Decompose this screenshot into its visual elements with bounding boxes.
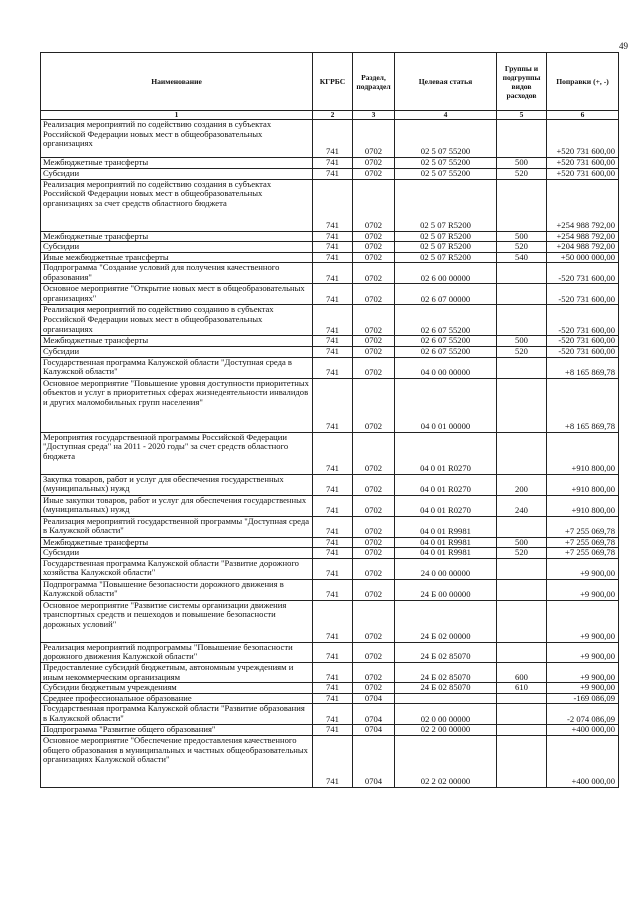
table-body	[41, 120, 619, 788]
row-group: 520	[497, 548, 547, 559]
row-kgrbs: 741	[313, 516, 353, 537]
row-target: 02 5 07 55200	[395, 120, 497, 158]
row-amount: +910 800,00	[547, 495, 619, 516]
row-group: 520	[497, 346, 547, 357]
row-target: 02 2 00 00000	[395, 725, 497, 736]
row-amount: +910 800,00	[547, 474, 619, 495]
row-section: 0702	[353, 179, 395, 231]
row-amount: +9 900,00	[547, 642, 619, 662]
row-name: Межбюджетные трансферты	[41, 158, 313, 169]
table-row	[41, 642, 619, 662]
row-group: 500	[497, 537, 547, 548]
row-group	[497, 558, 547, 579]
row-target: 02 5 07 55200	[395, 168, 497, 179]
table-row	[41, 516, 619, 537]
table-row	[41, 252, 619, 263]
row-amount: +9 900,00	[547, 683, 619, 694]
row-target: 24 0 00 00000	[395, 558, 497, 579]
row-kgrbs: 741	[313, 474, 353, 495]
table-row	[41, 231, 619, 242]
row-name: Подпрограмма "Создание условий для получения качественного образования"	[41, 263, 313, 284]
table-row	[41, 168, 619, 179]
row-section: 0702	[353, 516, 395, 537]
row-group	[497, 263, 547, 284]
row-target	[395, 693, 497, 704]
header-amendments: Поправки (+, -)	[547, 53, 619, 111]
row-name: Реализация мероприятий по содействию создания в субъектах Российской Федерации новых мест в общеобразовательных организациях за счет средств областного бюджета	[41, 179, 313, 231]
row-target: 02 6 07 55200	[395, 336, 497, 347]
row-kgrbs: 741	[313, 683, 353, 694]
row-section: 0704	[353, 704, 395, 725]
row-name: Межбюджетные трансферты	[41, 537, 313, 548]
row-group: 520	[497, 242, 547, 253]
row-group	[497, 725, 547, 736]
row-group	[497, 516, 547, 537]
row-amount: +9 900,00	[547, 558, 619, 579]
row-group	[497, 284, 547, 305]
row-section: 0702	[353, 357, 395, 378]
row-group	[497, 693, 547, 704]
table-row	[41, 284, 619, 305]
row-kgrbs: 741	[313, 537, 353, 548]
header-section: Раздел, подраздел	[353, 53, 395, 111]
row-group	[497, 735, 547, 787]
row-group: 600	[497, 662, 547, 682]
table-row	[41, 735, 619, 787]
header-target: Целевая статья	[395, 53, 497, 111]
row-name: Государственная программа Калужской области "Развитие образования в Калужской области"	[41, 704, 313, 725]
row-name: Основное мероприятие "Повышение уровня доступности приоритетных объектов и услуг в приоритетных сферах жизнедеятельности инвалидов и других маломобильных групп населения"	[41, 378, 313, 432]
row-kgrbs: 741	[313, 704, 353, 725]
row-name: Реализация мероприятий по содействию созданию в субъектах Российской Федерации новых мест в общеобразовательных организациях	[41, 305, 313, 336]
row-section: 0704	[353, 693, 395, 704]
row-name: Субсидии	[41, 548, 313, 559]
row-name: Основное мероприятие "Открытие новых мест в общеобразовательных организациях"	[41, 284, 313, 305]
row-amount: +7 255 069,78	[547, 548, 619, 559]
row-name: Реализация мероприятий подпрограммы "Повышение безопасности дорожного движения Калужской области"	[41, 642, 313, 662]
row-amount: -520 731 600,00	[547, 305, 619, 336]
column-number: 2	[313, 111, 353, 120]
row-amount: +8 165 869,78	[547, 357, 619, 378]
row-kgrbs: 741	[313, 548, 353, 559]
table-row	[41, 357, 619, 378]
row-kgrbs: 741	[313, 495, 353, 516]
row-target: 02 6 07 55200	[395, 305, 497, 336]
table-row	[41, 683, 619, 694]
row-target: 24 Б 02 85070	[395, 642, 497, 662]
row-name: Реализация мероприятий по содействию создания в субъектах Российской Федерации новых мест в общеобразовательных организациях	[41, 120, 313, 158]
table-row	[41, 378, 619, 432]
table-row	[41, 305, 619, 336]
row-name: Основное мероприятие "Развитие системы организации движения транспортных средств и пешеходов и повышение безопасности дорожных условий"	[41, 600, 313, 642]
row-name: Межбюджетные трансферты	[41, 231, 313, 242]
row-amount: +7 255 069,78	[547, 516, 619, 537]
row-target: 24 Б 02 85070	[395, 683, 497, 694]
row-amount: +50 000 000,00	[547, 252, 619, 263]
row-target: 02 5 07 R5200	[395, 179, 497, 231]
row-group: 240	[497, 495, 547, 516]
row-target: 02 5 07 R5200	[395, 252, 497, 263]
row-kgrbs: 741	[313, 242, 353, 253]
row-group	[497, 305, 547, 336]
budget-amendments-table	[40, 52, 619, 788]
table-row	[41, 704, 619, 725]
row-name: Подпрограмма "Развитие общего образования"	[41, 725, 313, 736]
row-target: 04 0 01 R9981	[395, 516, 497, 537]
row-target: 04 0 01 R0270	[395, 432, 497, 474]
table-row	[41, 474, 619, 495]
table-row	[41, 179, 619, 231]
row-group: 500	[497, 231, 547, 242]
row-section: 0702	[353, 284, 395, 305]
row-group: 520	[497, 168, 547, 179]
row-amount: +520 731 600,00	[547, 120, 619, 158]
row-section: 0702	[353, 495, 395, 516]
row-group	[497, 642, 547, 662]
row-section: 0702	[353, 305, 395, 336]
row-section: 0704	[353, 735, 395, 787]
row-target: 04 0 01 R9981	[395, 537, 497, 548]
row-group	[497, 357, 547, 378]
row-target: 02 6 07 55200	[395, 346, 497, 357]
row-target: 02 6 00 00000	[395, 263, 497, 284]
row-amount: -520 731 600,00	[547, 336, 619, 347]
row-target: 04 0 01 R9981	[395, 548, 497, 559]
row-group	[497, 704, 547, 725]
row-amount: +9 900,00	[547, 662, 619, 682]
row-kgrbs: 741	[313, 735, 353, 787]
header-row	[41, 53, 619, 111]
row-name: Государственная программа Калужской области "Развитие дорожного хозяйства Калужской области"	[41, 558, 313, 579]
column-number: 4	[395, 111, 497, 120]
row-group: 200	[497, 474, 547, 495]
row-name: Закупка товаров, работ и услуг для обеспечения государственных (муниципальных) нужд	[41, 474, 313, 495]
row-kgrbs: 741	[313, 336, 353, 347]
row-amount: +9 900,00	[547, 579, 619, 600]
row-name: Среднее профессиональное образование	[41, 693, 313, 704]
row-amount: -169 086,09	[547, 693, 619, 704]
row-section: 0702	[353, 336, 395, 347]
row-target: 02 5 07 55200	[395, 158, 497, 169]
row-section: 0702	[353, 662, 395, 682]
row-kgrbs: 741	[313, 231, 353, 242]
row-amount: -2 074 086,09	[547, 704, 619, 725]
row-section: 0702	[353, 346, 395, 357]
row-section: 0702	[353, 474, 395, 495]
row-group: 610	[497, 683, 547, 694]
row-target: 24 Б 02 00000	[395, 600, 497, 642]
row-section: 0702	[353, 548, 395, 559]
row-amount: +204 988 792,00	[547, 242, 619, 253]
row-kgrbs: 741	[313, 693, 353, 704]
row-name: Государственная программа Калужской области "Доступная среда в Калужской области"	[41, 357, 313, 378]
row-amount: +254 988 792,00	[547, 231, 619, 242]
row-amount: -520 731 600,00	[547, 263, 619, 284]
row-amount: +520 731 600,00	[547, 158, 619, 169]
row-amount: -520 731 600,00	[547, 284, 619, 305]
header-kgrbs: КГРБС	[313, 53, 353, 111]
row-kgrbs: 741	[313, 357, 353, 378]
page-number: 49	[619, 41, 628, 51]
row-kgrbs: 741	[313, 120, 353, 158]
row-name: Мероприятия государственной программы Российской Федерации "Доступная среда" на 2011 - 2020 годы" за счет средств областного бюджета	[41, 432, 313, 474]
table-row	[41, 242, 619, 253]
row-name: Субсидии бюджетным учреждениям	[41, 683, 313, 694]
row-name: Подпрограмма "Повышение безопасности дорожного движения в Калужской области"	[41, 579, 313, 600]
row-target: 02 2 02 00000	[395, 735, 497, 787]
row-section: 0702	[353, 168, 395, 179]
header-name: Наименование	[41, 53, 313, 111]
row-amount: +520 731 600,00	[547, 168, 619, 179]
table-row	[41, 120, 619, 158]
row-target: 02 5 07 R5200	[395, 231, 497, 242]
row-section: 0702	[353, 579, 395, 600]
row-name: Субсидии	[41, 242, 313, 253]
row-section: 0702	[353, 242, 395, 253]
row-section: 0702	[353, 537, 395, 548]
row-section: 0702	[353, 558, 395, 579]
row-kgrbs: 741	[313, 378, 353, 432]
table-row	[41, 548, 619, 559]
row-section: 0702	[353, 120, 395, 158]
row-kgrbs: 741	[313, 579, 353, 600]
row-group	[497, 378, 547, 432]
table-row	[41, 158, 619, 169]
table-row	[41, 537, 619, 548]
table-row	[41, 495, 619, 516]
row-kgrbs: 741	[313, 662, 353, 682]
table-row	[41, 558, 619, 579]
row-target: 02 6 07 00000	[395, 284, 497, 305]
row-group: 500	[497, 336, 547, 347]
column-number: 5	[497, 111, 547, 120]
row-target: 04 0 01 00000	[395, 378, 497, 432]
row-section: 0702	[353, 600, 395, 642]
row-kgrbs: 741	[313, 168, 353, 179]
row-group: 540	[497, 252, 547, 263]
table-row	[41, 336, 619, 347]
row-name: Субсидии	[41, 346, 313, 357]
row-section: 0702	[353, 263, 395, 284]
row-amount: +400 000,00	[547, 725, 619, 736]
row-section: 0702	[353, 231, 395, 242]
row-name: Субсидии	[41, 168, 313, 179]
row-name: Межбюджетные трансферты	[41, 336, 313, 347]
row-target: 24 Б 00 00000	[395, 579, 497, 600]
row-section: 0702	[353, 252, 395, 263]
row-amount: +8 165 869,78	[547, 378, 619, 432]
row-amount: +7 255 069,78	[547, 537, 619, 548]
row-target: 04 0 01 R0270	[395, 495, 497, 516]
table-row	[41, 263, 619, 284]
row-name: Реализация мероприятий государственной программы "Доступная среда в Калужской области"	[41, 516, 313, 537]
row-name: Предоставление субсидий бюджетным, автономным учреждениям и иным некоммерческим организациям	[41, 662, 313, 682]
row-target: 04 0 01 R0270	[395, 474, 497, 495]
table-row	[41, 693, 619, 704]
row-name: Основное мероприятие "Обеспечение предоставления качественного общего образования в муниципальных и частных общеобразовательных организациях Калужской области"	[41, 735, 313, 787]
column-number: 1	[41, 111, 313, 120]
row-kgrbs: 741	[313, 284, 353, 305]
header-groups: Группы и подгруппы видов расходов	[497, 53, 547, 111]
row-kgrbs: 741	[313, 642, 353, 662]
row-section: 0704	[353, 725, 395, 736]
row-kgrbs: 741	[313, 725, 353, 736]
row-kgrbs: 741	[313, 305, 353, 336]
row-amount: -520 731 600,00	[547, 346, 619, 357]
row-kgrbs: 741	[313, 158, 353, 169]
row-kgrbs: 741	[313, 600, 353, 642]
row-amount: +9 900,00	[547, 600, 619, 642]
row-group	[497, 600, 547, 642]
row-group	[497, 579, 547, 600]
column-number: 6	[547, 111, 619, 120]
row-group: 500	[497, 158, 547, 169]
table-row	[41, 600, 619, 642]
row-kgrbs: 741	[313, 179, 353, 231]
row-target: 04 0 00 00000	[395, 357, 497, 378]
table-row	[41, 579, 619, 600]
row-target: 24 Б 02 85070	[395, 662, 497, 682]
row-name: Иные закупки товаров, работ и услуг для обеспечения государственных (муниципальных) нужд	[41, 495, 313, 516]
table-row	[41, 432, 619, 474]
row-kgrbs: 741	[313, 252, 353, 263]
row-name: Иные межбюджетные трансферты	[41, 252, 313, 263]
row-target: 02 0 00 00000	[395, 704, 497, 725]
row-group	[497, 432, 547, 474]
row-section: 0702	[353, 642, 395, 662]
table-row	[41, 662, 619, 682]
row-kgrbs: 741	[313, 432, 353, 474]
row-section: 0702	[353, 378, 395, 432]
row-amount: +400 000,00	[547, 735, 619, 787]
table-row	[41, 725, 619, 736]
column-number: 3	[353, 111, 395, 120]
row-kgrbs: 741	[313, 346, 353, 357]
row-amount: +910 800,00	[547, 432, 619, 474]
row-group	[497, 120, 547, 158]
row-target: 02 5 07 R5200	[395, 242, 497, 253]
row-section: 0702	[353, 683, 395, 694]
row-section: 0702	[353, 158, 395, 169]
row-kgrbs: 741	[313, 558, 353, 579]
row-kgrbs: 741	[313, 263, 353, 284]
column-number-row	[41, 111, 619, 120]
table-row	[41, 346, 619, 357]
row-amount: +254 988 792,00	[547, 179, 619, 231]
row-group	[497, 179, 547, 231]
row-section: 0702	[353, 432, 395, 474]
